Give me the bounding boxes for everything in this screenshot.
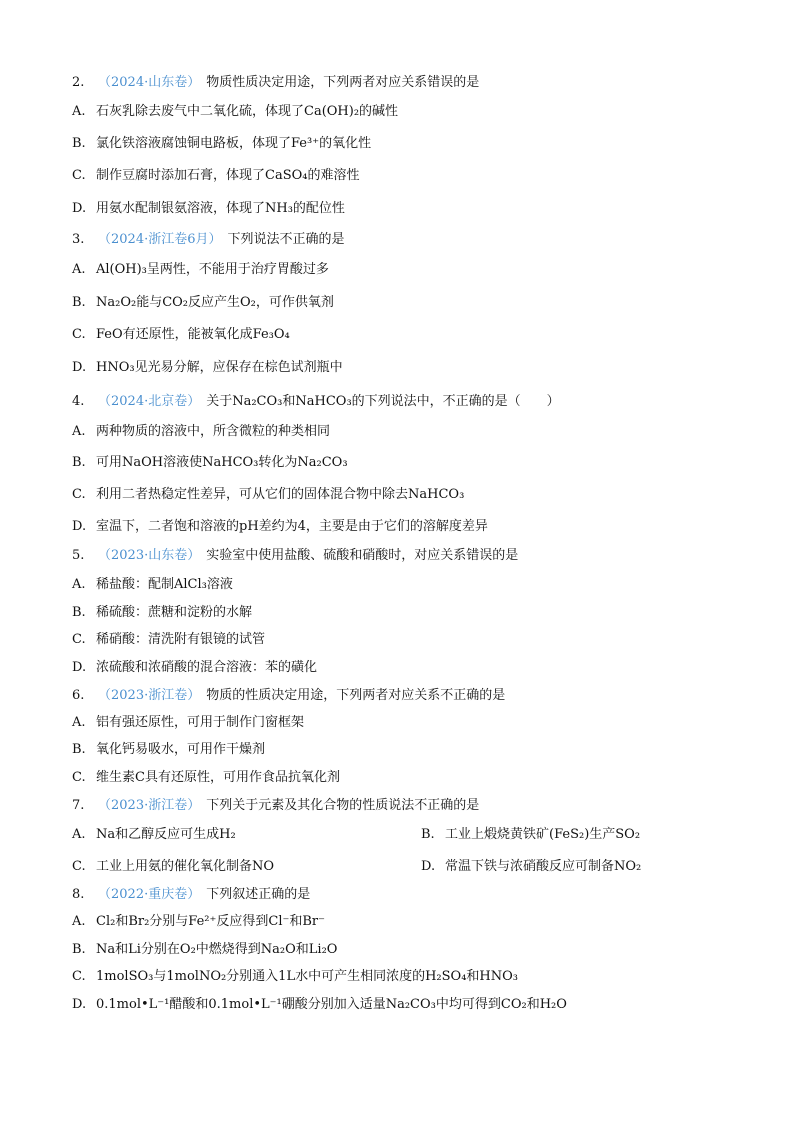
source-tag: （2023·山东卷） <box>98 548 201 563</box>
question-2-stem: 2. （2024·山东卷） 物质性质决定用途，下列两者对应关系错误的是 <box>72 75 480 90</box>
question-5-option-c: C. 稀硝酸：清洗附有银镜的试管 <box>72 632 266 647</box>
question-5-option-d: D. 浓硫酸和浓硝酸的混合溶液：苯的磺化 <box>72 660 318 675</box>
question-7-option-c: C. 工业上用氨的催化氧化制备NO <box>72 859 275 874</box>
question-3-option-c: C. FeO有还原性，能被氧化成Fe₃O₄ <box>72 327 290 342</box>
source-tag: （2024·山东卷） <box>98 75 201 90</box>
question-6-option-c: C. 维生素C具有还原性，可用作食品抗氧化剂 <box>72 770 340 785</box>
question-2-option-d: D. 用氨水配制银氨溶液，体现了NH₃的配位性 <box>72 201 345 216</box>
question-8-stem: 8. （2022·重庆卷） 下列叙述正确的是 <box>72 887 311 902</box>
question-7-options-row-1 <box>72 825 641 845</box>
question-8-option-b: B. Na和Li分别在O₂中燃烧得到Na₂O和Li₂O <box>72 942 338 957</box>
question-2-option-b: B. 氯化铁溶液腐蚀铜电路板，体现了Fe³⁺的氧化性 <box>72 136 372 151</box>
question-4-option-d: D. 室温下，二者饱和溶液的pH差约为4，主要是由于它们的溶解度差异 <box>72 519 488 534</box>
question-4-option-b: B. 可用NaOH溶液使NaHCO₃转化为Na₂CO₃ <box>72 455 348 470</box>
question-5-stem: 5. （2023·山东卷） 实验室中使用盐酸、硫酸和硝酸时，对应关系错误的是 <box>72 548 519 563</box>
source-tag: （2024·浙江卷6月） <box>98 232 222 247</box>
source-tag: （2022·重庆卷） <box>98 887 201 902</box>
source-tag: （2023·浙江卷） <box>98 688 201 703</box>
question-5-option-b: B. 稀硫酸：蔗糖和淀粉的水解 <box>72 605 253 620</box>
question-6-stem: 6. （2023·浙江卷） 物质的性质决定用途，下列两者对应关系不正确的是 <box>72 688 506 703</box>
question-4-option-c: C. 利用二者热稳定性差异，可从它们的固体混合物中除去NaHCO₃ <box>72 487 465 502</box>
question-7-stem: 7. （2023·浙江卷） 下列关于元素及其化合物的性质说法不正确的是 <box>72 798 480 813</box>
question-5-option-a: A. 稀盐酸：配制AlCl₃溶液 <box>72 577 233 592</box>
question-7-options-row-2 <box>72 857 642 877</box>
question-7-option-a: A. Na和乙醇反应可生成H₂ <box>72 827 236 842</box>
question-8-option-d: D. 0.1mol•L⁻¹醋酸和0.1mol•L⁻¹硼酸分别加入适量Na₂CO₃中均可得到CO₂和H₂O <box>72 997 567 1012</box>
question-6-option-b: B. 氧化钙易吸水，可用作干燥剂 <box>72 742 266 757</box>
question-7-option-d: D. 常温下铁与浓硝酸反应可制备NO₂ <box>421 859 642 874</box>
question-3-stem: 3. （2024·浙江卷6月） 下列说法不正确的是 <box>72 232 345 247</box>
source-tag: （2023·浙江卷） <box>98 798 201 813</box>
source-tag: （2024·北京卷） <box>98 394 201 409</box>
question-4-option-a: A. 两种物质的溶液中，所含微粒的种类相同 <box>72 424 331 439</box>
question-2-option-c: C. 制作豆腐时添加石膏，体现了CaSO₄的难溶性 <box>72 168 360 183</box>
question-4-stem: 4. （2024·北京卷） 关于Na₂CO₃和NaHCO₃的下列说法中，不正确的是（ ） <box>72 394 560 409</box>
question-6-option-a: A. 铝有强还原性，可用于制作门窗框架 <box>72 715 305 730</box>
question-7-option-b: B. 工业上煅烧黄铁矿(FeS₂)生产SO₂ <box>421 827 641 842</box>
question-3-option-b: B. Na₂O₂能与CO₂反应产生O₂，可作供氧剂 <box>72 295 334 310</box>
question-2-option-a: A. 石灰乳除去废气中二氧化硫，体现了Ca(OH)₂的碱性 <box>72 104 399 119</box>
question-8-option-c: C. 1molSO₃与1molNO₂分别通入1L水中可产生相同浓度的H₂SO₄和HNO₃ <box>72 969 518 984</box>
question-8-option-a: A. Cl₂和Br₂分别与Fe²⁺反应得到Cl⁻和Br⁻ <box>72 914 325 929</box>
question-3-option-d: D. HNO₃见光易分解，应保存在棕色试剂瓶中 <box>72 360 343 375</box>
question-3-option-a: A. Al(OH)₃呈两性，不能用于治疗胃酸过多 <box>72 262 329 277</box>
